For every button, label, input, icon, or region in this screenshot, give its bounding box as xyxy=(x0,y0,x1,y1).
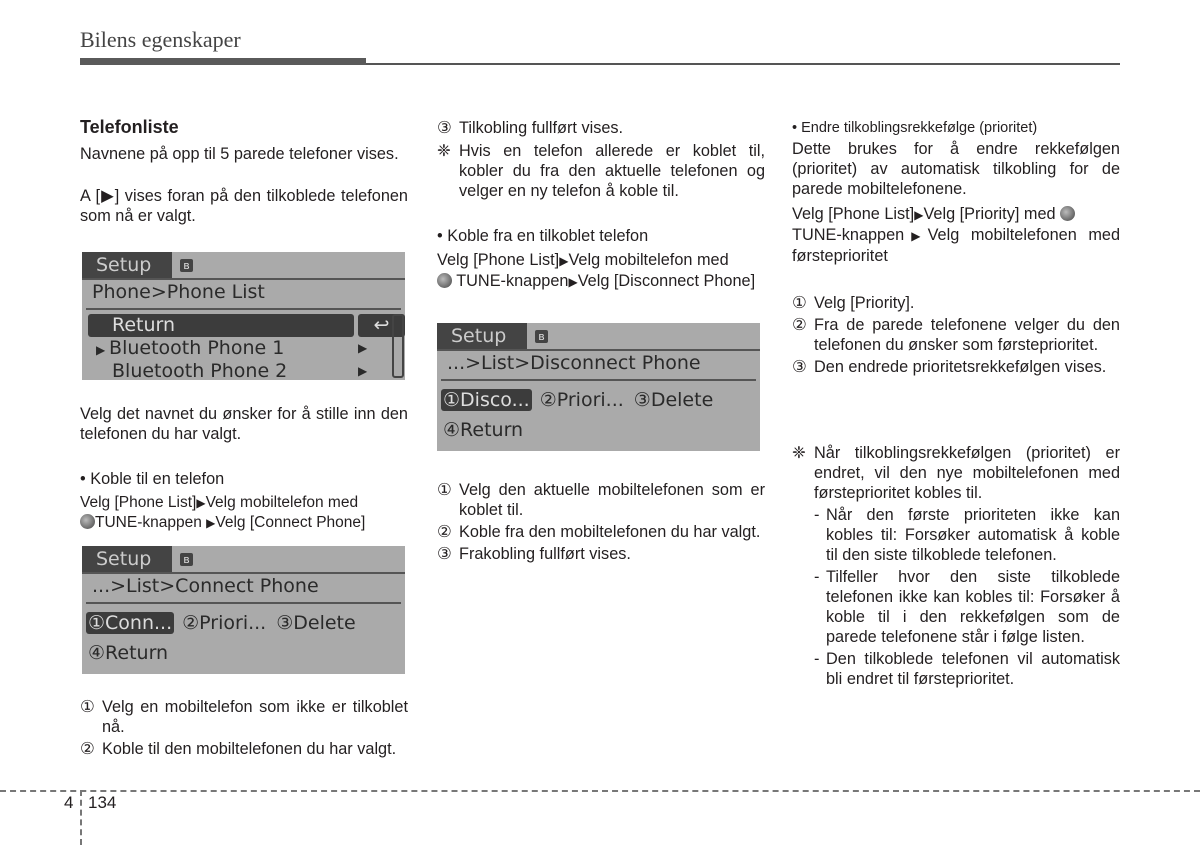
screen-path: ...>List>Connect Phone xyxy=(86,574,401,604)
instruction-priority: Velg [Phone List]▶Velg [Priority] med TUNE-knappen▶Velg mobiltelefonen med førsteprioritet xyxy=(792,205,1121,265)
return-icon: ↩ xyxy=(358,314,405,337)
tune-knob-icon xyxy=(437,273,452,288)
screen-path: Phone>Phone List xyxy=(86,280,401,310)
bullet-connect: • Koble til en telefon xyxy=(80,470,225,488)
bullet-priority: • Endre tilkoblingsrekkefølge (prioritet) xyxy=(792,120,1038,136)
option-disconnect: ①Disco... xyxy=(443,389,530,411)
option-priority: ②Priori... xyxy=(539,389,624,411)
return-row: Return xyxy=(88,314,354,337)
option-return: ④Return xyxy=(443,419,524,441)
bluetooth-icon: ʙ xyxy=(180,553,193,566)
page-number: 134 xyxy=(88,793,117,812)
steps-connect: ① Velg en mobiltelefon som ikke er tilkoblet nå. ② Koble til den mobiltelefonen du har valgt. xyxy=(80,698,408,758)
steps-priority: ① Velg [Priority]. ② Fra de parede telefonene velger du den telefonen du ønsker som førsteprioritet. ③ Den endrede prioritetsrekkefølgen vises. xyxy=(792,294,1120,376)
option-priority: ②Priori... xyxy=(182,612,267,634)
paragraph: Velg det navnet du ønsker for å stille inn den telefonen du har valgt. xyxy=(80,405,408,443)
paragraph: A [▶] vises foran på den tilkoblede telefonen som nå er valgt. xyxy=(80,187,408,225)
option-delete: ③Delete xyxy=(276,612,356,634)
option-delete: ③Delete xyxy=(633,389,714,411)
header-rule xyxy=(366,63,1120,65)
screen-setup-tab: Setup xyxy=(437,323,527,349)
instruction-connect: Velg [Phone List]▶Velg mobiltelefon med TUNE-knappen ▶Velg [Connect Phone] xyxy=(80,494,366,531)
footer-divider xyxy=(80,790,82,845)
steps-connect-cont: ③ Tilkobling fullført vises. ❈ Hvis en telefon allerede er koblet til, kobler du fra den aktuelle telefonen og velger en ny telefon å koble til. xyxy=(437,119,765,200)
paragraph: Dette brukes for å endre rekkefølgen (prioritet) av automatisk tilkobling for de parede mobiltelefonene. xyxy=(792,140,1120,198)
phone-row-1: ▶ Bluetooth Phone 1 ▶ xyxy=(96,337,368,359)
disconnect-phone-screen xyxy=(437,323,760,451)
section-title: Bilens egenskaper xyxy=(80,27,241,52)
instruction-disconnect: Velg [Phone List]▶Velg mobiltelefon med TUNE-knappen▶Velg [Disconnect Phone] xyxy=(437,251,756,290)
screen-setup-tab: Setup xyxy=(82,252,172,278)
screen-path: ...>List>Disconnect Phone xyxy=(441,351,756,381)
bluetooth-icon: ʙ xyxy=(535,330,548,343)
paragraph: Navnene på opp til 5 parede telefoner vises. xyxy=(80,145,399,163)
scrollbar xyxy=(392,314,404,378)
priority-note: ❈ Når tilkoblingsrekkefølgen (prioritet) er endret, vil den nye mobiltelefonen med førsteprioritet kobles til. - Når den første prioriteten ikke kan kobles til: Forsøker automatisk å koble til den siste tilkoblede telefonen. - Tilfeller hvor den siste tilkoblede telefonen ikke kan kobles til: Forsøker å koble til i den rekkefølgen som de parede telefonene står i følge listen. - Den tilkoblede telefonen vil automatisk bli endret til førsteprioritet. xyxy=(792,444,1120,688)
tune-knob-icon xyxy=(80,514,95,529)
bluetooth-icon: ʙ xyxy=(180,259,193,272)
header-bar xyxy=(80,58,366,65)
phone-list-screen xyxy=(82,252,405,380)
heading-telefonliste: Telefonliste xyxy=(80,117,179,137)
option-connect: ①Conn... xyxy=(88,612,173,634)
screen-setup-tab: Setup xyxy=(82,546,172,572)
steps-disconnect: ① Velg den aktuelle mobiltelefonen som er koblet til. ② Koble fra den mobiltelefonen du har valgt. ③ Frakobling fullført vises. xyxy=(437,481,765,563)
option-return: ④Return xyxy=(88,642,169,664)
chapter-number: 4 xyxy=(64,793,74,812)
phone-row-2: Bluetooth Phone 2 ▶ xyxy=(112,360,368,382)
footer-rule xyxy=(0,790,1200,792)
connect-phone-screen xyxy=(82,546,405,674)
tune-knob-icon xyxy=(1060,206,1075,221)
bullet-disconnect: • Koble fra en tilkoblet telefon xyxy=(437,227,649,245)
